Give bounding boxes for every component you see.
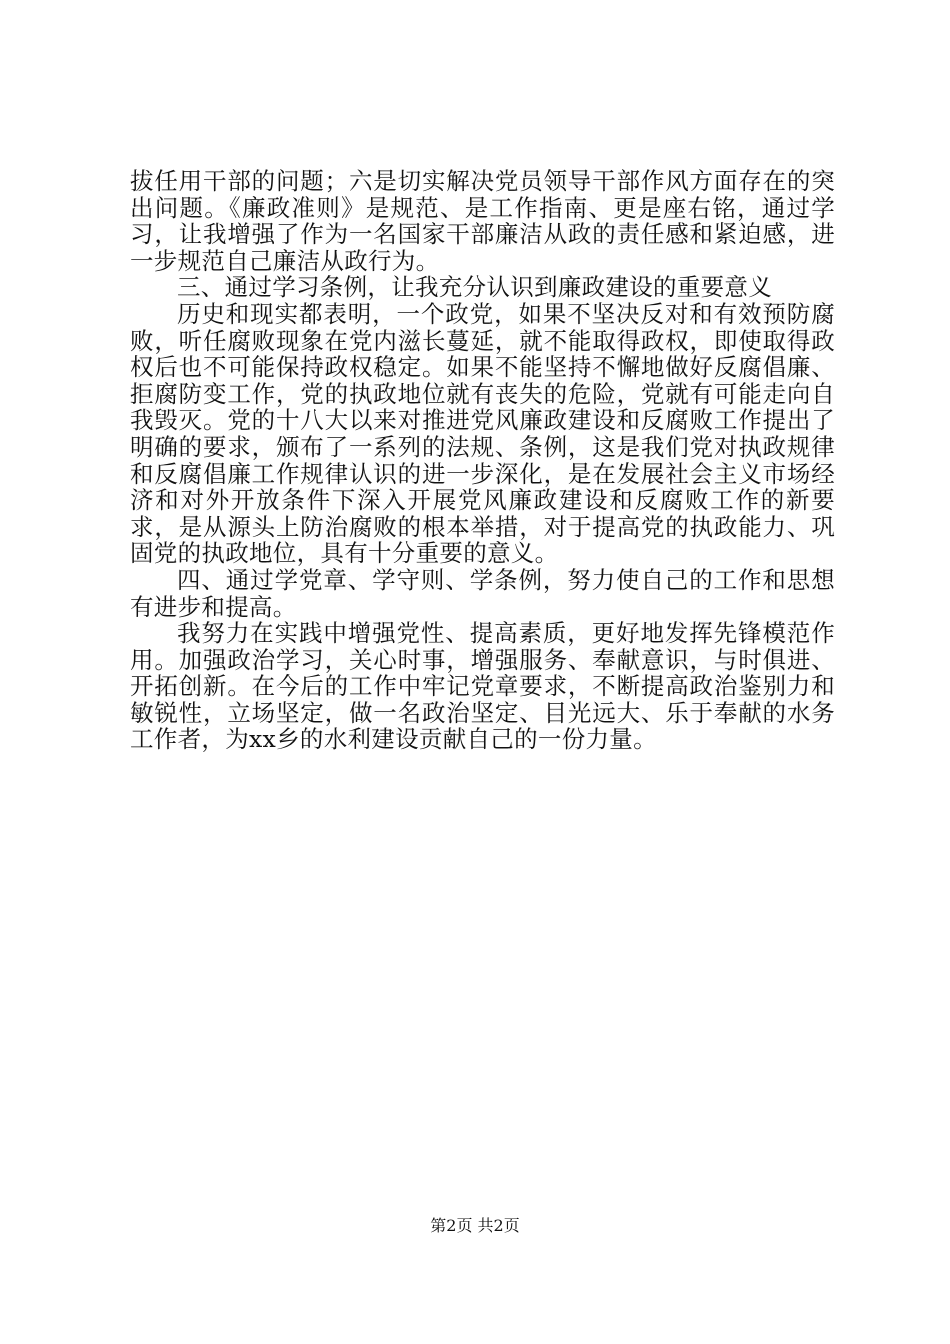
paragraph-practice: 我努力在实践中增强党性、提高素质，更好地发挥先锋模范作用。加强政治学习，关心时事，增强服务、奉献意识，与时俱进、开拓创新。在今后的工作中牢记党章要求，不断提高政治鉴别力和敏锐性，立场坚定，做一名政治坚定、目光远大、乐于奉献的水务工作者，为xx乡的水利建设贡献自己的一份力量。 <box>130 619 835 754</box>
document-body <box>130 168 835 753</box>
section-heading-three: 三、通过学习条例，让我充分认识到廉政建设的重要意义 <box>177 273 772 302</box>
page-footer: 第2页 共2页 <box>430 1216 520 1235</box>
section-heading-four: 四、通过学党章、学守则、学条例，努力使自己的工作和思想有进步和提高。 <box>130 565 835 621</box>
paragraph-continuation: 拔任用干部的问题；六是切实解决党员领导干部作风方面存在的突出问题。《廉政准则》是规范、是工作指南、更是座右铭，通过学习，让我增强了作为一名国家干部廉洁从政的责任感和紧迫感，进一步规范自己廉洁从政行为。 <box>130 167 835 275</box>
paragraph-history: 历史和现实都表明，一个政党，如果不坚决反对和有效预防腐败，听任腐败现象在党内滋长蔓延，就不能取得政权，即使取得政权后也不可能保持政权稳定。如果不能坚持不懈地做好反腐倡廉、拒腐防变工作，党的执政地位就有丧失的危险，党就有可能走向自我毁灭。党的十八大以来对推进党风廉政建设和反腐败工作提出了明确的要求，颁布了一系列的法规、条例，这是我们党对执政规律和反腐倡廉工作规律认识的进一步深化，是在发展社会主义市场经济和对外开放条件下深入开展党风廉政建设和反腐败工作的新要求，是从源头上防治腐败的根本举措，对于提高党的执政能力、巩固党的执政地位，具有十分重要的意义。 <box>130 299 835 568</box>
